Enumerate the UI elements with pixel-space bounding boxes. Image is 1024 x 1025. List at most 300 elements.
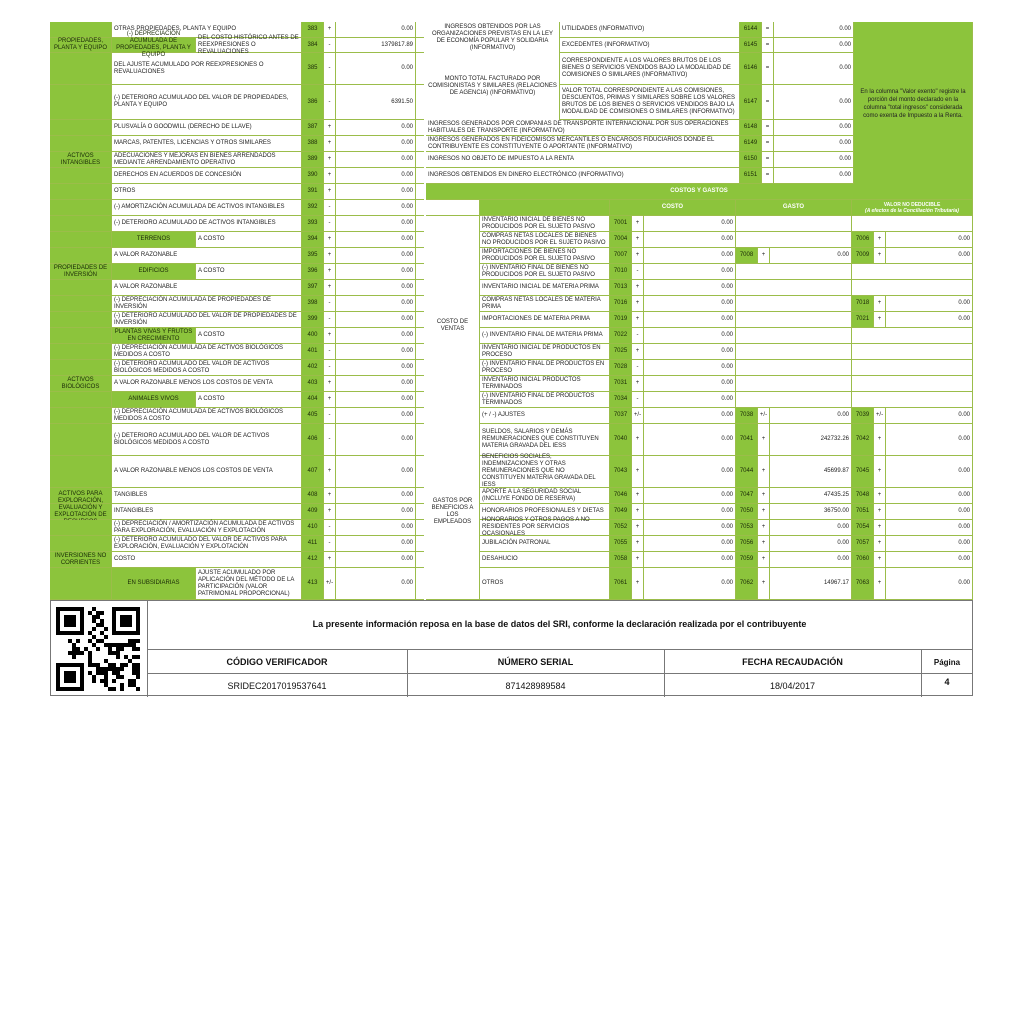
field-value[interactable]: 0.00 (644, 264, 736, 279)
field-operator: = (762, 120, 774, 135)
field-value[interactable]: 0.00 (644, 536, 736, 551)
field-operator: - (324, 53, 336, 84)
field-value[interactable]: 47435.25 (770, 488, 852, 503)
costo-row (426, 408, 973, 424)
activo-group-label (50, 328, 112, 343)
field-value[interactable]: 0.00 (886, 408, 973, 423)
field-code: 398 (302, 296, 324, 311)
field-operator: = (762, 152, 774, 167)
field-code: 7062 (736, 568, 758, 599)
field-operator: +/- (874, 408, 886, 423)
activo-concept-label: A COSTO (196, 328, 302, 343)
field-value[interactable]: 0.00 (644, 344, 736, 359)
activo-row (50, 344, 424, 360)
ingreso-concept-label: INGRESOS GENERADOS POR COMPAÑÍAS DE TRANSPORTE INTERNACIONAL POR SUS OPERACIONES HABITUALES DE TRANSPORTE (INFORMATIVO) (426, 120, 740, 135)
field-code: 408 (302, 488, 324, 503)
activo-concept-label: (-) DETERIORO ACUMULADO DEL VALOR DE PROPIEDADES DE INVERSIÓN (112, 312, 302, 327)
field-value[interactable]: 0.00 (886, 296, 973, 311)
field-value[interactable]: 0.00 (644, 296, 736, 311)
activo-group-label (50, 120, 112, 135)
field-value[interactable]: 0.00 (336, 200, 416, 215)
field-value[interactable]: 0.00 (336, 328, 416, 343)
field-value[interactable]: 0.00 (336, 280, 416, 295)
pagina-value: 4 (944, 677, 950, 687)
field-value[interactable]: 0.00 (770, 408, 852, 423)
field-operator: + (632, 280, 644, 295)
field-value[interactable]: 0.00 (644, 328, 736, 343)
field-operator: = (762, 168, 774, 183)
activo-concept-label: (-) DETERIORO ACUMULADO DE ACTIVOS INTANGIBLES (112, 216, 302, 231)
field-operator: - (324, 424, 336, 455)
field-code: 7049 (610, 504, 632, 519)
field-operator: + (874, 488, 886, 503)
verification-footer (50, 600, 973, 696)
field-value[interactable]: 0.00 (336, 53, 416, 84)
activo-group-label (50, 408, 112, 423)
field-value[interactable]: 0.00 (774, 22, 854, 37)
field-code: 7028 (610, 360, 632, 375)
activo-concept-label: (-) DETERIORO ACUMULADO DEL VALOR DE ACTIVOS PARA EXPLORACIÓN, EVALUACIÓN Y EXPLOTACIÓN (112, 536, 302, 551)
activo-concept-label: OTRAS PROPIEDADES, PLANTA Y EQUIPO (112, 22, 302, 37)
field-value[interactable]: 0.00 (336, 264, 416, 279)
field-value[interactable]: 0.00 (774, 38, 854, 52)
field-operator: + (632, 376, 644, 391)
costo-row (426, 376, 973, 392)
activo-row (50, 120, 424, 136)
field-value[interactable]: 0.00 (886, 248, 973, 263)
activo-group-label: ACTIVOS BIOLÓGICOS (50, 376, 112, 391)
activo-subgroup-label: PLANTAS VIVAS Y FRUTOS EN CRECIMIENTO (112, 328, 196, 343)
field-code: 7040 (610, 424, 632, 455)
costo-row (426, 536, 973, 552)
field-code: 7007 (610, 248, 632, 263)
empty-cell (736, 328, 852, 343)
costo-row (426, 216, 973, 232)
costo-concept-label: SUELDOS, SALARIOS Y DEMÁS REMUNERACIONES QUE CONSTITUYEN MATERIA GRAVADA DEL IESS (480, 424, 610, 455)
activo-row (50, 328, 424, 344)
field-code: 7045 (852, 456, 874, 487)
field-operator: - (324, 360, 336, 375)
field-value[interactable]: 0.00 (886, 568, 973, 599)
field-value[interactable]: 0.00 (644, 552, 736, 567)
costo-concept-label: (-) INVENTARIO FINAL DE MATERIA PRIMA (480, 328, 610, 343)
declaration-form-page (50, 22, 973, 600)
activo-concept-label: DEL COSTO HISTÓRICO ANTES DE REEXPRESIONES O REVALUACIONES (196, 38, 302, 52)
field-value[interactable]: 0.00 (644, 456, 736, 487)
field-code: 399 (302, 312, 324, 327)
ingreso-concept-label: EXCEDENTES (INFORMATIVO) (560, 38, 740, 52)
field-value[interactable]: 0.00 (336, 184, 416, 199)
field-value[interactable]: 0.00 (644, 392, 736, 407)
field-operator: + (324, 392, 336, 407)
field-value[interactable]: 0.00 (644, 408, 736, 423)
field-value[interactable]: 0.00 (336, 232, 416, 247)
field-value[interactable]: 0.00 (886, 312, 973, 327)
field-code: 7009 (852, 248, 874, 263)
activo-row (50, 264, 424, 280)
field-operator: - (324, 296, 336, 311)
field-value[interactable]: 0.00 (336, 168, 416, 183)
costo-concept-label: IMPORTACIONES DE BIENES NO PRODUCIDOS POR EL SUJETO PASIVO (480, 248, 610, 263)
field-value[interactable]: 0.00 (774, 53, 854, 84)
field-value[interactable]: 0.00 (336, 152, 416, 167)
field-value[interactable]: 0.00 (336, 392, 416, 407)
costo-concept-label: BENEFICIOS SOCIALES, INDEMNIZACIONES Y OTRAS REMUNERACIONES QUE NO CONSTITUYEN MATERIA GRAVADA DEL IESS (480, 456, 610, 487)
field-operator: + (632, 488, 644, 503)
field-value[interactable]: 0.00 (886, 520, 973, 535)
costos-gastos-section (426, 200, 973, 600)
field-operator: + (874, 504, 886, 519)
field-value[interactable]: 0.00 (336, 568, 416, 599)
field-code: 7021 (852, 312, 874, 327)
numero-serial-value: 871428989584 (505, 681, 566, 691)
field-operator: + (758, 520, 770, 535)
activo-concept-label: A VALOR RAZONABLE MENOS LOS COSTOS DE VENTA (112, 376, 302, 391)
field-code: 406 (302, 424, 324, 455)
field-operator: = (762, 85, 774, 119)
field-value[interactable]: 0.00 (774, 168, 854, 183)
empty-cell (852, 344, 973, 359)
field-code: 383 (302, 22, 324, 37)
field-operator: - (324, 344, 336, 359)
activo-row (50, 504, 424, 520)
costo-row (426, 232, 973, 248)
activo-group-label (50, 216, 112, 231)
field-code: 394 (302, 232, 324, 247)
costo-concept-label: DESAHUCIO (480, 552, 610, 567)
field-operator: - (324, 38, 336, 52)
field-value[interactable]: 0.00 (770, 552, 852, 567)
empty-cell (736, 280, 852, 295)
field-value[interactable]: 0.00 (336, 120, 416, 135)
field-value[interactable]: 0.00 (886, 504, 973, 519)
field-value[interactable]: 0.00 (644, 520, 736, 535)
field-operator: + (758, 488, 770, 503)
field-operator: + (324, 184, 336, 199)
field-value[interactable]: 0.00 (336, 536, 416, 551)
costo-row (426, 488, 973, 504)
field-value[interactable]: 0.00 (336, 408, 416, 423)
field-code: 395 (302, 248, 324, 263)
field-value[interactable]: 0.00 (336, 312, 416, 327)
field-operator: + (874, 232, 886, 247)
field-value[interactable]: 0.00 (886, 536, 973, 551)
field-value[interactable]: 36750.00 (770, 504, 852, 519)
activo-row (50, 568, 424, 600)
field-value[interactable]: 0.00 (770, 248, 852, 263)
field-operator: + (324, 168, 336, 183)
costo-row (426, 280, 973, 296)
field-code: 7039 (852, 408, 874, 423)
field-value[interactable]: 0.00 (886, 552, 973, 567)
field-operator: + (324, 232, 336, 247)
activo-concept-label: (-) DETERIORO ACUMULADO DEL VALOR DE PROPIEDADES, PLANTA Y EQUIPO (112, 85, 302, 119)
field-code: 7060 (852, 552, 874, 567)
activo-group-label (50, 248, 112, 263)
field-value[interactable]: 0.00 (336, 136, 416, 151)
field-operator: + (324, 504, 336, 519)
activo-group-label (50, 568, 112, 599)
field-value[interactable]: 45699.87 (770, 456, 852, 487)
field-value[interactable]: 0.00 (336, 360, 416, 375)
activo-group-label: EVALUACIÓN Y EXPLOTACIÓN DE (50, 504, 112, 519)
field-operator: + (632, 248, 644, 263)
activo-concept-label: COSTO (112, 552, 302, 567)
header-spacer (426, 200, 480, 215)
field-code: 400 (302, 328, 324, 343)
field-code: 7055 (610, 536, 632, 551)
field-operator: = (762, 136, 774, 151)
field-code: 412 (302, 552, 324, 567)
field-code: 397 (302, 280, 324, 295)
activo-concept-label: ADECUACIONES Y MEJORAS EN BIENES ARRENDADOS MEDIANTE ARRENDAMIENTO OPERATIVO (112, 152, 302, 167)
field-operator: + (632, 216, 644, 231)
field-code: 384 (302, 38, 324, 52)
field-code: 7034 (610, 392, 632, 407)
field-operator: + (874, 312, 886, 327)
field-value[interactable]: 0.00 (336, 488, 416, 503)
field-code: 7038 (736, 408, 758, 423)
field-value[interactable]: 0.00 (770, 536, 852, 551)
field-code: 7004 (610, 232, 632, 247)
valor-no-deducible-header (852, 200, 973, 215)
field-code: 6145 (740, 38, 762, 52)
field-value[interactable]: 0.00 (644, 232, 736, 247)
field-code: 6148 (740, 120, 762, 135)
field-code: 7052 (610, 520, 632, 535)
activo-subgroup-label: ANIMALES VIVOS (112, 392, 196, 407)
field-code: 409 (302, 504, 324, 519)
activo-concept-label: MARCAS, PATENTES, LICENCIAS Y OTROS SIMILARES (112, 136, 302, 151)
costos-columns-header (426, 200, 973, 216)
field-value[interactable]: 0.00 (644, 216, 736, 231)
field-value[interactable]: 0.00 (336, 248, 416, 263)
costo-concept-label: INVENTARIO INICIAL DE MATERIA PRIMA (480, 280, 610, 295)
empty-cell (736, 216, 852, 231)
field-operator: + (758, 424, 770, 455)
field-value[interactable]: 6391.50 (336, 85, 416, 119)
field-operator: + (874, 520, 886, 535)
costo-concept-label: APORTE A LA SEGURIDAD SOCIAL (INCLUYE FONDO DE RESERVA) (480, 488, 610, 503)
field-value[interactable]: 0.00 (336, 520, 416, 535)
empty-cell (736, 264, 852, 279)
costo-concept-label: HONORARIOS PROFESIONALES Y DIETAS (480, 504, 610, 519)
activo-subgroup-label: EDIFICIOS (112, 264, 196, 279)
costo-row (426, 296, 973, 312)
activo-row (50, 360, 424, 376)
activo-group-label (50, 280, 112, 295)
empty-cell (852, 360, 973, 375)
activo-group-label (50, 456, 112, 487)
activo-concept-label: INTANGIBLES (112, 504, 302, 519)
field-operator: + (324, 120, 336, 135)
field-operator: + (324, 488, 336, 503)
valor-exento-note: En la columna "Valor exento" registre la porción del monto declarado en la columna "total ingresos" considerada como exenta de Impuesto a la Renta. (854, 22, 973, 185)
activo-row (50, 408, 424, 424)
field-value[interactable]: 14967.17 (770, 568, 852, 599)
empty-cell (736, 312, 852, 327)
field-value[interactable]: 0.00 (644, 568, 736, 599)
costo-column-header: COSTO (610, 200, 736, 215)
activo-row (50, 536, 424, 552)
field-value[interactable]: 0.00 (336, 456, 416, 487)
field-code: 402 (302, 360, 324, 375)
costo-row (426, 517, 973, 537)
field-operator: + (324, 136, 336, 151)
field-code: 405 (302, 408, 324, 423)
header-concept-spacer (480, 200, 610, 215)
field-operator: - (324, 216, 336, 231)
field-code: 6147 (740, 85, 762, 119)
field-value[interactable]: 0.00 (644, 504, 736, 519)
field-code: 393 (302, 216, 324, 231)
costo-row (426, 312, 973, 328)
activo-concept-label: A VALOR RAZONABLE (112, 280, 302, 295)
costos-gastos-title: COSTOS Y GASTOS (426, 184, 973, 199)
fecha-recaudacion-label: FECHA RECAUDACIÓN (742, 657, 843, 667)
field-value[interactable]: 0.00 (336, 22, 416, 37)
activo-group-label (50, 168, 112, 183)
costo-row (426, 424, 973, 456)
empty-cell (852, 216, 973, 231)
ingreso-concept-label: CORRESPONDIENTE A LOS VALORES BRUTOS DE LOS BIENES O SERVICIOS VENDIDOS BAJO LA MODALIDAD DE COMISIONES O SIMILARES (INFORMATIVO) (560, 53, 740, 84)
costo-concept-label: (-) INVENTARIO FINAL DE PRODUCTOS TERMINADOS (480, 392, 610, 407)
field-code: 390 (302, 168, 324, 183)
field-code: 6144 (740, 22, 762, 37)
empty-cell (852, 392, 973, 407)
field-operator: - (324, 200, 336, 215)
field-operator: - (632, 328, 644, 343)
empty-cell (736, 296, 852, 311)
field-code: 404 (302, 392, 324, 407)
field-value[interactable]: 0.00 (644, 360, 736, 375)
gastos-empleados-group-label: GASTOS POR BENEFICIOS A LOS EMPLEADOS (426, 437, 480, 587)
field-code: 7061 (610, 568, 632, 599)
field-operator: - (324, 520, 336, 535)
numero-serial-label: NÚMERO SERIAL (497, 657, 574, 667)
activo-concept-label: PLUSVALÍA O GOODWILL (DERECHO DE LLAVE) (112, 120, 302, 135)
field-code: 7044 (736, 456, 758, 487)
field-value[interactable]: 0.00 (644, 488, 736, 503)
field-value[interactable]: 0.00 (774, 85, 854, 119)
field-value[interactable]: 0.00 (336, 424, 416, 455)
activo-concept-label: TANGIBLES (112, 488, 302, 503)
field-value[interactable]: 0.00 (644, 312, 736, 327)
activo-row (50, 456, 424, 488)
field-code: 7051 (852, 504, 874, 519)
field-value[interactable]: 0.00 (886, 424, 973, 455)
activo-row (50, 552, 424, 568)
field-operator: - (324, 536, 336, 551)
field-value[interactable]: 242732.26 (770, 424, 852, 455)
activo-group-label (50, 312, 112, 327)
field-code: 7037 (610, 408, 632, 423)
field-value[interactable]: 0.00 (886, 488, 973, 503)
field-operator: + (324, 280, 336, 295)
field-value[interactable]: 0.00 (336, 216, 416, 231)
costo-ventas-group-label: COSTO DE VENTAS (426, 216, 480, 436)
field-operator: + (874, 552, 886, 567)
field-operator: +/- (758, 408, 770, 423)
activo-concept-label: A VALOR RAZONABLE MENOS LOS COSTOS DE VENTA (112, 456, 302, 487)
field-code: 7006 (852, 232, 874, 247)
field-operator: + (758, 552, 770, 567)
field-value[interactable]: 0.00 (644, 424, 736, 455)
field-operator: + (324, 376, 336, 391)
field-operator: - (324, 312, 336, 327)
field-value[interactable]: 0.00 (886, 456, 973, 487)
field-value[interactable]: 0.00 (644, 376, 736, 391)
activo-row (50, 376, 424, 392)
field-code: 7053 (736, 520, 758, 535)
ingreso-concept-label: INGRESOS OBTENIDOS EN DINERO ELECTRÓNICO (INFORMATIVO) (426, 168, 740, 183)
activo-concept-label: AJUSTE ACUMULADO POR APLICACIÓN DEL MÉTODO DE LA PARTICIPACIÓN (VALOR PATRIMONIAL PROPORCIONAL) (196, 568, 302, 599)
field-value[interactable]: 1379817.89 (336, 38, 416, 52)
field-value[interactable]: 0.00 (336, 504, 416, 519)
field-value[interactable]: 0.00 (336, 552, 416, 567)
activo-row (50, 31, 424, 58)
activo-group-label: PROPIEDADES, PLANTA Y EQUIPO (50, 38, 112, 52)
field-operator: = (762, 22, 774, 37)
field-value[interactable]: 0.00 (774, 120, 854, 135)
activo-group-label (50, 85, 112, 119)
field-operator: + (324, 552, 336, 567)
activo-row (50, 53, 424, 85)
field-code: 7013 (610, 280, 632, 295)
field-value[interactable]: 0.00 (336, 376, 416, 391)
field-operator: - (324, 85, 336, 119)
empty-cell (736, 232, 852, 247)
field-operator: + (758, 248, 770, 263)
field-operator: + (632, 232, 644, 247)
ingreso-concept-label: INGRESOS GENERADOS EN FIDEICOMISOS MERCANTILES O ENCARGOS FIDUCIARIOS DONDE EL CONTRIBUYENTE ES CONSTITUYENTE O APORTANTE (INFORMATIVO) (426, 136, 740, 151)
activo-group-label (50, 184, 112, 199)
activo-row (50, 280, 424, 296)
field-value[interactable]: 0.00 (644, 280, 736, 295)
activo-concept-label: A COSTO (196, 264, 302, 279)
field-code: 396 (302, 264, 324, 279)
field-code: 386 (302, 85, 324, 119)
field-operator: + (324, 22, 336, 37)
activo-row (50, 85, 424, 120)
activo-concept-label: (-) DEPRECIACIÓN / AMORTIZACIÓN ACUMULADA DE ACTIVOS PARA EXPLORACIÓN, EVALUACIÓN Y EXPLOTACIÓN (112, 520, 302, 535)
activo-subgroup-label: (-) DEPRECIACIÓN ACUMULADA DE PROPIEDADES, PLANTA Y EQUIPO (112, 38, 196, 52)
field-operator: + (874, 424, 886, 455)
field-operator: + (758, 568, 770, 599)
field-code: 7025 (610, 344, 632, 359)
field-value[interactable]: 0.00 (336, 296, 416, 311)
monto-total-label: MONTO TOTAL FACTURADO POR COMISIONISTAS Y SIMILARES (RELACIONES DE AGENCIA) (INFORMATIVO) (426, 53, 560, 120)
field-value[interactable]: 0.00 (336, 344, 416, 359)
field-value[interactable]: 0.00 (774, 152, 854, 167)
activo-group-label (50, 424, 112, 455)
costo-row (426, 568, 973, 600)
codigo-verificador-label: CÓDIGO VERIFICADOR (226, 657, 328, 667)
empty-cell (736, 344, 852, 359)
costo-concept-label: HONORARIOS Y OTROS PAGOS A NO RESIDENTES POR SERVICIOS OCASIONALES (480, 520, 610, 535)
field-operator: + (632, 424, 644, 455)
empty-cell (852, 280, 973, 295)
field-value[interactable]: 0.00 (886, 232, 973, 247)
field-operator: + (874, 296, 886, 311)
field-operator: = (762, 38, 774, 52)
field-value[interactable]: 0.00 (774, 136, 854, 151)
costo-row (426, 328, 973, 344)
field-code: 7016 (610, 296, 632, 311)
field-value[interactable]: 0.00 (644, 248, 736, 263)
field-value[interactable]: 0.00 (770, 520, 852, 535)
field-operator: = (762, 53, 774, 84)
